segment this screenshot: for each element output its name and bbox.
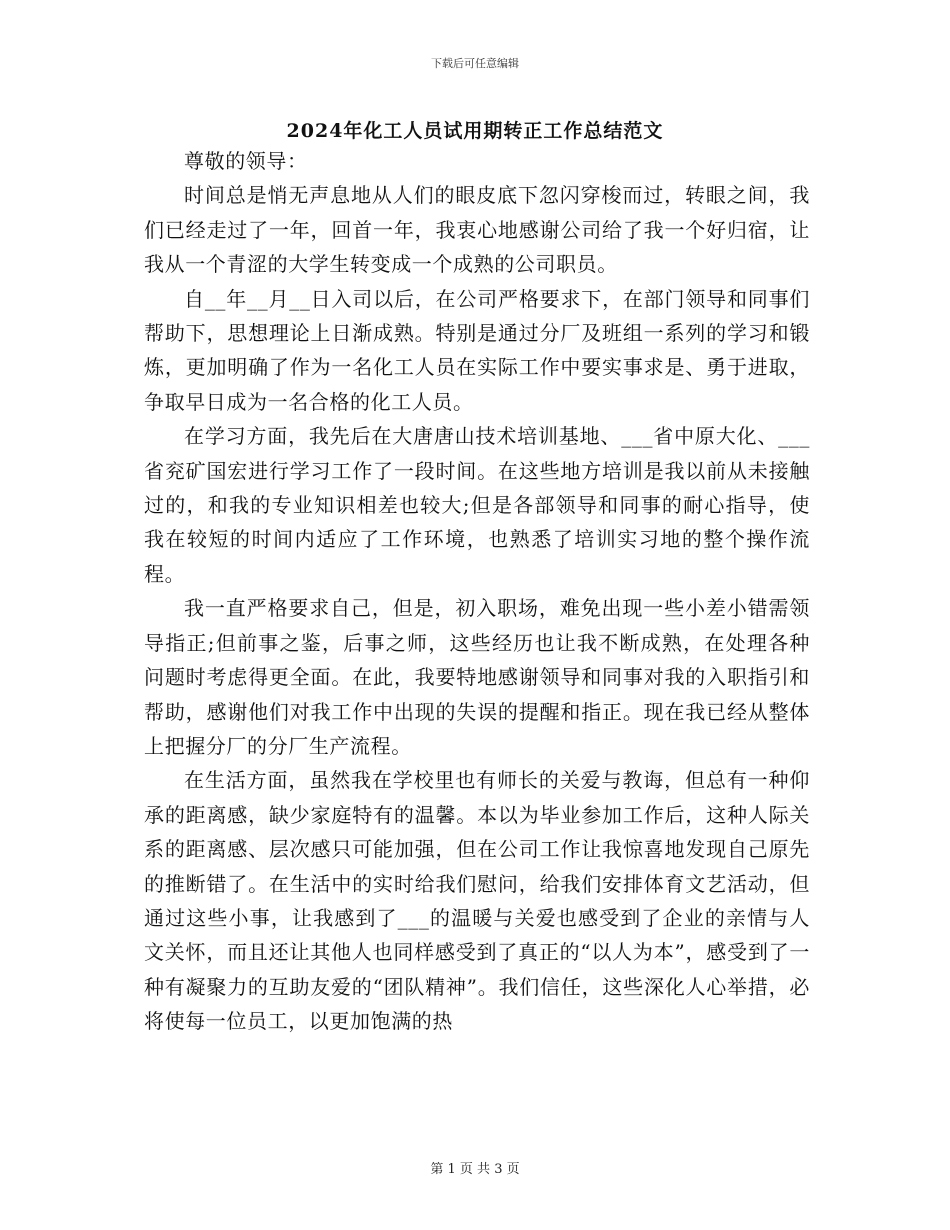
document-body [144, 144, 810, 1039]
paragraph-work: 我一直严格要求自己，但是，初入职场，难免出现一些小差小错需领导指正;但前事之鉴，后事之师，这些经历也让我不断成熟，在处理各种问题时考虑得更全面。在此，我要特地感谢领导和同事对我的入职指引和帮助，感谢他们对我工作中出现的失误的提醒和指正。现在我已经从整体上把握分厂的分厂生产流程。 [144, 596, 810, 758]
page-number: 第 1 页 共 3 页 [430, 1162, 520, 1177]
salutation: 尊敬的领导： [184, 149, 308, 173]
paragraph-onboarding: 自__年__月__日入司以后，在公司严格要求下，在部门领导和同事们帮助下，思想理论上日渐成熟。特别是通过分厂及班组一系列的学习和锻炼，更加明确了作为一名化工人员在实际工作中要实事求是、勇于进取，争取早日成为一名合格的化工人员。 [144, 286, 810, 414]
paragraph-intro: 时间总是悄无声息地从人们的眼皮底下忽闪穿梭而过，转眼之间，我们已经走过了一年，回首一年，我衷心地感谢公司给了我一个好归宿，让我从一个青涩的大学生转变成一个成熟的公司职员。 [144, 183, 810, 277]
page-header-note: 下载后可任意编辑 [431, 57, 519, 70]
document-title: 2024年化工人员试用期转正工作总结范文 [286, 120, 664, 142]
paragraph-life: 在生活方面，虽然我在学校里也有师长的关爱与教诲，但总有一种仰承的距离感，缺少家庭特有的温馨。本以为毕业参加工作后，这种人际关系的距离感、层次感只可能加强，但在公司工作让我惊喜地发现自己原先的推断错了。在生活中的实时给我们慰问，给我们安排体育文艺活动，但通过这些小事，让我感到了___的温暖与关爱也感受到了企业的亲情与人文关怀，而且还让其他人也同样感受到了真正的“以人为本”，感受到了一种有凝聚力的互助友爱的“团队精神”。我们信任，这些深化人心举措，必将使每一位员工，以更加饱满的热 [144, 768, 810, 1034]
paragraph-study: 在学习方面，我先后在大唐唐山技术培训基地、___省中原大化、___省兖矿国宏进行学习工作了一段时间。在这些地方培训是我以前从未接触过的，和我的专业知识相差也较大;但是各部领导和同事的耐心指导，使我在较短的时间内适应了工作环境，也熟悉了培训实习地的整个操作流程。 [144, 424, 810, 586]
